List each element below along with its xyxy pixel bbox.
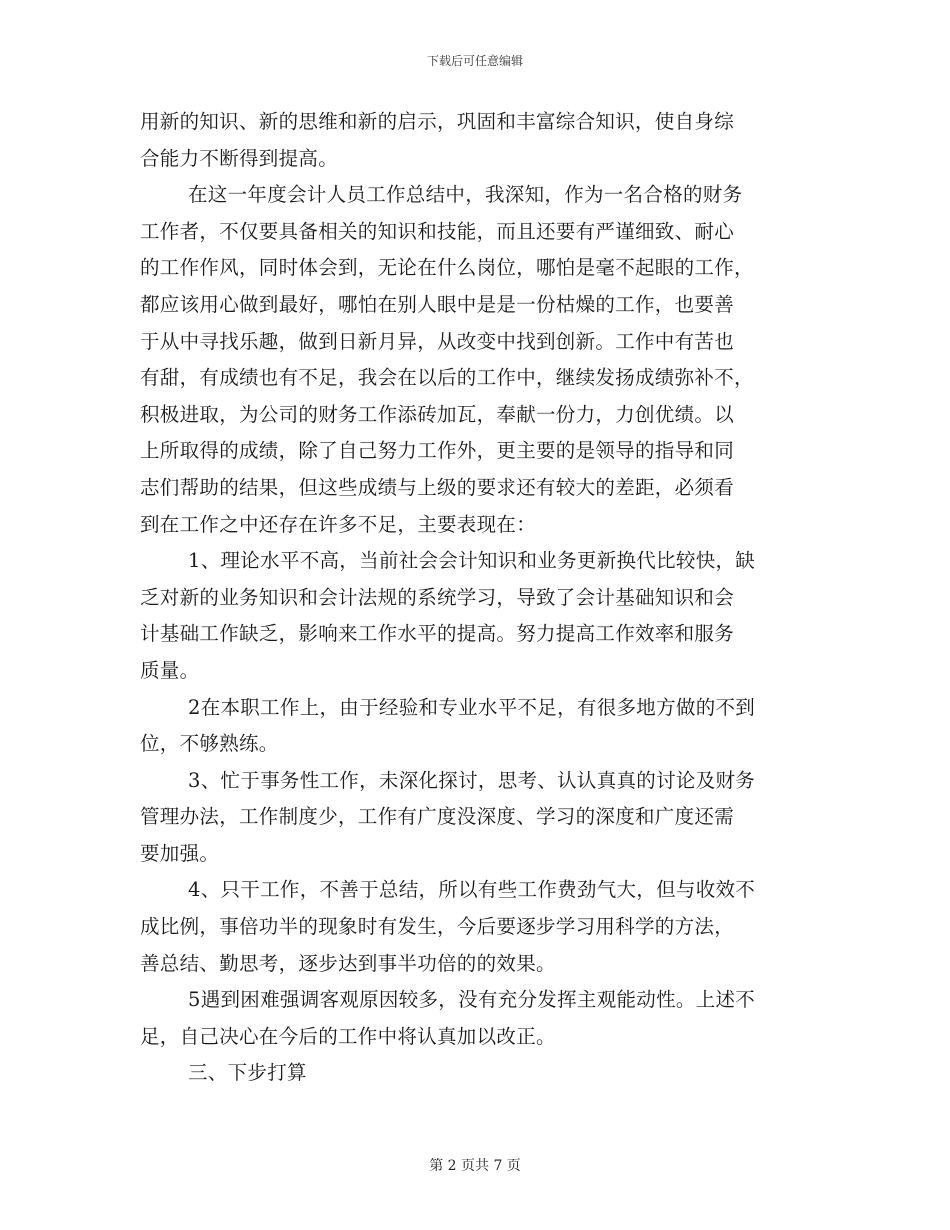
list-item-3: 3、忙于事务性工作，未深化探讨，思考、认认真真的讨论及财务 [188, 768, 756, 792]
page-header: 下载后可任意编辑 [426, 54, 523, 68]
text-line: 都应该用心做到最好，哪怕在别人眼中是是一份枯燥的工作，也要善 [140, 292, 735, 316]
text-line: 要加强。 [140, 841, 220, 865]
list-item-4: 4、只干工作，不善于总结，所以有些工作费劲气大，但与收效不 [188, 878, 756, 902]
text-line: 志们帮助的结果，但这些成绩与上级的要求还有较大的差距，必须看 [140, 475, 735, 499]
text-line: 合能力不断得到提高。 [140, 146, 339, 170]
text-line: 工作者，不仅要具备相关的知识和技能，而且还要有严谨细致、耐心 [140, 219, 735, 243]
text-line: 于从中寻找乐趣，做到日新月异，从改变中找到创新。工作中有苦也 [140, 329, 735, 353]
text-line: 到在工作之中还存在许多不足，主要表现在： [140, 512, 537, 536]
section-heading: 三、下步打算 [188, 1061, 307, 1085]
list-item-1: 1、理论水平不高，当前社会会计知识和业务更新换代比较快，缺 [188, 549, 756, 573]
text-line: 积极进取，为公司的财务工作添砖加瓦，奉献一份力，力创优绩。以 [140, 402, 735, 426]
text-line: 计基础工作缺乏，影响来工作水平的提高。努力提高工作效率和服务 [140, 622, 735, 646]
document-body [140, 104, 810, 1092]
page-number: 第 2 页共 7 页 [429, 1158, 521, 1174]
list-item-2: 2在本职工作上，由于经验和专业水平不足，有很多地方做的不到 [188, 695, 756, 719]
text-line: 上所取得的成绩，除了自己努力工作外，更主要的是领导的指导和同 [140, 439, 735, 463]
text-line: 有甜，有成绩也有不足，我会在以后的工作中，继续发扬成绩弥补不， [140, 366, 754, 390]
text-line: 位，不够熟练。 [140, 732, 279, 756]
text-line: 足，自己决心在今后的工作中将认真加以改正。 [140, 1024, 556, 1048]
text-line: 用新的知识、新的思维和新的启示，巩固和丰富综合知识，使自身综 [140, 110, 735, 133]
text-line: 善总结、勤思考，逐步达到事半功倍的的效果。 [140, 951, 556, 975]
paragraph-start: 在这一年度会计人员工作总结中，我深知，作为一名合格的财务 [188, 183, 743, 207]
text-line: 的工作作风，同时体会到，无论在什么岗位，哪怕是毫不起眼的工作， [140, 256, 754, 280]
text-line: 乏对新的业务知识和会计法规的系统学习，导致了会计基础知识和会 [140, 585, 735, 609]
text-line: 质量。 [140, 658, 200, 682]
text-line: 管理办法，工作制度少，工作有广度没深度、学习的深度和广度还需 [140, 805, 735, 829]
list-item-5: 5遇到困难强调客观原因较多，没有充分发挥主观能动性。上述不 [188, 988, 756, 1012]
text-line: 成比例，事倍功半的现象时有发生，今后要逐步学习用科学的方法， [140, 915, 735, 939]
